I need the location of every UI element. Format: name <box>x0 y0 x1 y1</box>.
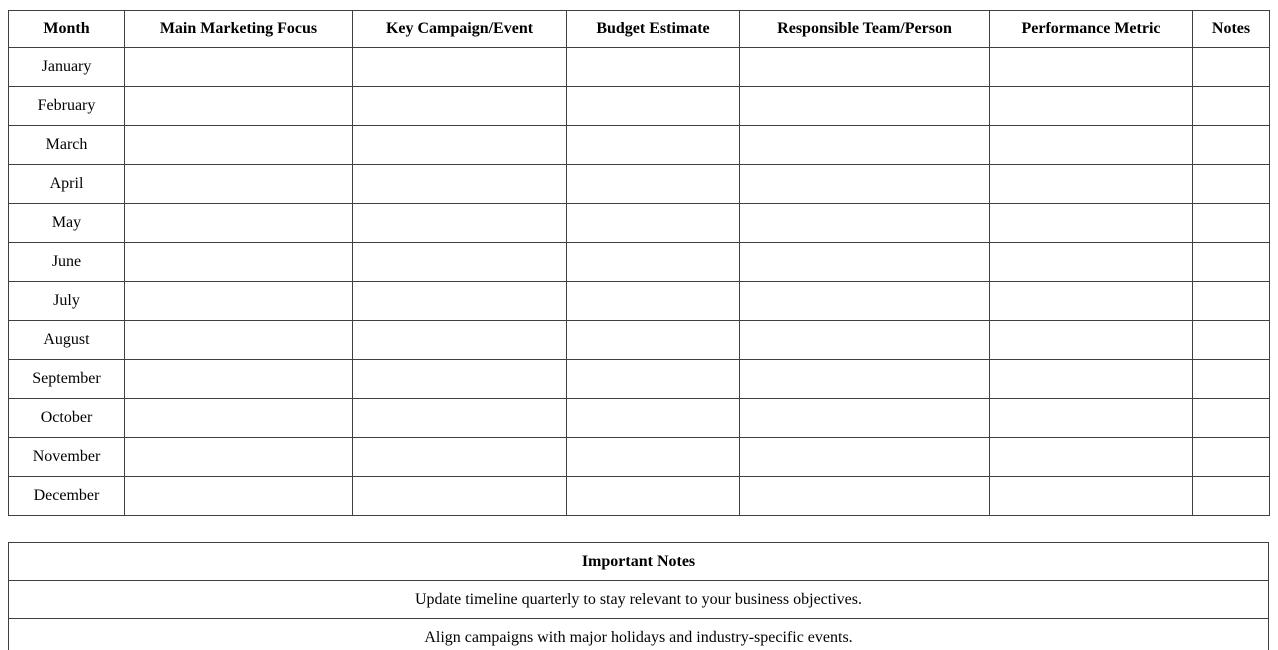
campaign-cell <box>353 438 567 477</box>
focus-cell <box>125 165 353 204</box>
notes-title: Important Notes <box>9 543 1269 581</box>
notes-cell <box>1193 477 1270 516</box>
campaign-cell <box>353 165 567 204</box>
table-row-january <box>9 48 1270 87</box>
team-cell <box>740 399 990 438</box>
focus-cell <box>125 243 353 282</box>
month-cell: April <box>9 165 125 204</box>
team-cell <box>740 204 990 243</box>
note-item: Update timeline quarterly to stay relevant to your business objectives. <box>9 581 1269 619</box>
month-cell: June <box>9 243 125 282</box>
campaign-cell <box>353 204 567 243</box>
notes-cell <box>1193 243 1270 282</box>
table-row-august <box>9 321 1270 360</box>
budget-cell <box>567 360 740 399</box>
focus-cell <box>125 360 353 399</box>
team-cell <box>740 282 990 321</box>
budget-cell <box>567 126 740 165</box>
metric-cell <box>990 165 1193 204</box>
metric-cell <box>990 282 1193 321</box>
campaign-cell <box>353 399 567 438</box>
focus-cell <box>125 477 353 516</box>
team-cell <box>740 126 990 165</box>
notes-cell <box>1193 399 1270 438</box>
note-row <box>9 619 1269 650</box>
campaign-cell <box>353 126 567 165</box>
important-notes-table <box>8 542 1269 650</box>
focus-cell <box>125 204 353 243</box>
metric-cell <box>990 438 1193 477</box>
team-cell <box>740 477 990 516</box>
campaign-cell <box>353 477 567 516</box>
campaign-cell <box>353 282 567 321</box>
metric-cell <box>990 399 1193 438</box>
budget-cell <box>567 399 740 438</box>
table-row-july <box>9 282 1270 321</box>
campaign-cell <box>353 360 567 399</box>
budget-cell <box>567 438 740 477</box>
metric-cell <box>990 243 1193 282</box>
column-header-month: Month <box>9 11 125 48</box>
table-row-february <box>9 87 1270 126</box>
table-row-november <box>9 438 1270 477</box>
notes-cell <box>1193 48 1270 87</box>
month-cell: October <box>9 399 125 438</box>
column-header-team: Responsible Team/Person <box>740 11 990 48</box>
table-row-march <box>9 126 1270 165</box>
month-cell: December <box>9 477 125 516</box>
metric-cell <box>990 321 1193 360</box>
campaign-cell <box>353 87 567 126</box>
table-row-september <box>9 360 1270 399</box>
notes-cell <box>1193 438 1270 477</box>
month-cell: September <box>9 360 125 399</box>
metric-cell <box>990 48 1193 87</box>
table-gap-spacer <box>8 516 1270 542</box>
marketing-timeline-table <box>8 10 1270 516</box>
column-header-focus: Main Marketing Focus <box>125 11 353 48</box>
team-cell <box>740 165 990 204</box>
budget-cell <box>567 48 740 87</box>
metric-cell <box>990 477 1193 516</box>
focus-cell <box>125 48 353 87</box>
budget-cell <box>567 477 740 516</box>
table-row-december <box>9 477 1270 516</box>
campaign-cell <box>353 48 567 87</box>
team-cell <box>740 321 990 360</box>
month-cell: May <box>9 204 125 243</box>
metric-cell <box>990 360 1193 399</box>
budget-cell <box>567 204 740 243</box>
team-cell <box>740 360 990 399</box>
budget-cell <box>567 165 740 204</box>
budget-cell <box>567 321 740 360</box>
month-cell: March <box>9 126 125 165</box>
table-header-row <box>9 11 1270 48</box>
table-row-june <box>9 243 1270 282</box>
focus-cell <box>125 399 353 438</box>
campaign-cell <box>353 243 567 282</box>
team-cell <box>740 243 990 282</box>
note-row <box>9 581 1269 619</box>
table-row-may <box>9 204 1270 243</box>
notes-cell <box>1193 87 1270 126</box>
metric-cell <box>990 204 1193 243</box>
notes-cell <box>1193 165 1270 204</box>
month-cell: July <box>9 282 125 321</box>
budget-cell <box>567 243 740 282</box>
column-header-budget: Budget Estimate <box>567 11 740 48</box>
focus-cell <box>125 87 353 126</box>
column-header-notes: Notes <box>1193 11 1270 48</box>
month-cell: August <box>9 321 125 360</box>
focus-cell <box>125 321 353 360</box>
team-cell <box>740 48 990 87</box>
metric-cell <box>990 126 1193 165</box>
column-header-metric: Performance Metric <box>990 11 1193 48</box>
campaign-cell <box>353 321 567 360</box>
metric-cell <box>990 87 1193 126</box>
notes-header-row <box>9 543 1269 581</box>
budget-cell <box>567 282 740 321</box>
notes-cell <box>1193 126 1270 165</box>
month-cell: January <box>9 48 125 87</box>
column-header-campaign: Key Campaign/Event <box>353 11 567 48</box>
focus-cell <box>125 126 353 165</box>
team-cell <box>740 438 990 477</box>
table-row-october <box>9 399 1270 438</box>
focus-cell <box>125 282 353 321</box>
notes-cell <box>1193 321 1270 360</box>
budget-cell <box>567 87 740 126</box>
table-row-april <box>9 165 1270 204</box>
notes-cell <box>1193 360 1270 399</box>
month-cell: February <box>9 87 125 126</box>
note-item: Align campaigns with major holidays and industry-specific events. <box>9 619 1269 650</box>
focus-cell <box>125 438 353 477</box>
month-cell: November <box>9 438 125 477</box>
team-cell <box>740 87 990 126</box>
notes-cell <box>1193 204 1270 243</box>
notes-cell <box>1193 282 1270 321</box>
